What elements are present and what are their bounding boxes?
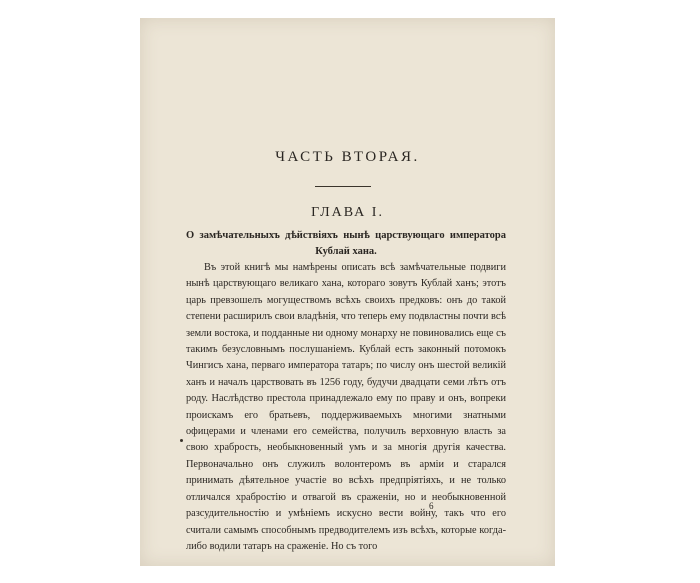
chapter-heading: О замѣчательныхъ дѣйствіяхъ нынѣ царствующаго императора Кублай хана. <box>186 230 506 257</box>
chapter-title: ГЛАВА I. <box>311 205 384 220</box>
title-divider <box>315 186 371 187</box>
ink-speck <box>180 439 183 442</box>
part-title: ЧАСТЬ ВТОРАЯ. <box>275 149 420 165</box>
body-text: Въ этой книгѣ мы намѣрены описать всѣ замѣчательные подвиги нынѣ царствующаго великаго хана, котораго зовутъ Кублай ханъ; этотъ царь превзошелъ могуществомъ всѣхъ своихъ предковъ: онъ до такой степени расширилъ свои владѣнія, что теперь ему подвластны почти всѣ земли востока, и подданные ни одному монарху не повиновались еще съ такимъ безусловнымъ послушаніемъ. Кублай есть законный потомокъ Чингисъ хана, перваго императора татаръ; по числу онъ шестой великій ханъ и началъ царствовать въ 1256 году, будучи двадцати семи лѣтъ отъ роду. Наслѣдство престола принадлежало ему по праву и онъ, вопреки проискамъ его братьевъ, поддерживаемыхъ многими знатными офицерами и членами его семейства, получилъ верховную власть за свою храбрость, необыкновенный умъ и за многія другія качества. Первоначально онъ служилъ волонтеромъ въ арміи и старался принимать дѣятельное участіе во всѣхъ предпріятіяхъ, и не только отличался храбростію и отвагой въ сраженіи, но и необыкновенной разсудительностію и умѣніемъ искусно вести войну, такъ что его считали самымъ способнымъ предводителемъ изъ всѣхъ, которые когда-либо водили татаръ на сраженіе. Но съ того <box>186 262 506 552</box>
signature-mark: 6 <box>429 501 434 511</box>
book-page <box>140 18 555 566</box>
